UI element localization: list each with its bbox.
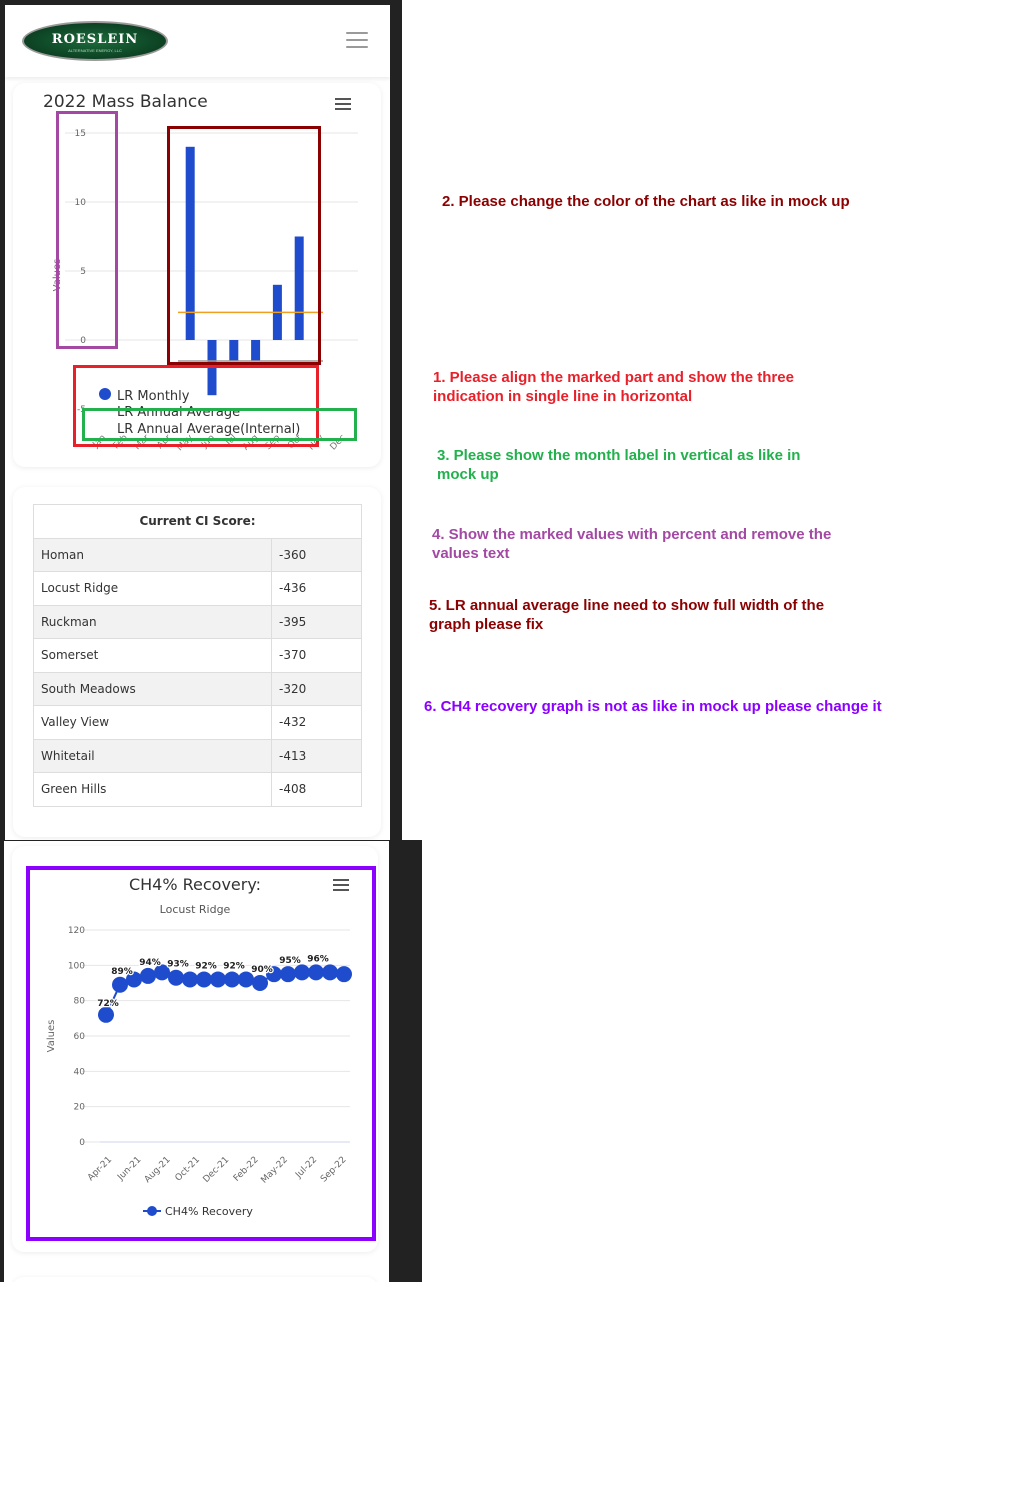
ci-table-row [34, 538, 362, 572]
ci-score-value: -432 [272, 706, 362, 740]
x-tick-label: Jun [200, 433, 218, 451]
ci-site-name: Valley View [34, 706, 272, 740]
y-tick-label: 40 [73, 1067, 85, 1078]
ch4-data-label: 96% [307, 954, 329, 965]
ci-score-value: -370 [272, 639, 362, 673]
ci-score-value: -408 [272, 773, 362, 807]
ci-site-name: Somerset [34, 639, 272, 673]
highlight-months-green [82, 408, 357, 441]
annotation-2: 2. Please change the color of the chart as like in mock up [442, 193, 850, 210]
legend-label-lr-annual-average-internal: LR Annual Average(Internal) [117, 422, 301, 437]
y-axis-label: Values [46, 1019, 57, 1053]
ci-site-name: Whitetail [34, 739, 272, 773]
ci-table-row [34, 572, 362, 606]
ci-score-value: -413 [272, 739, 362, 773]
ch4-data-label: 93% [167, 959, 189, 970]
annotation-1: 1. Please align the marked part and show the three indication in single line in horizontal [433, 369, 794, 405]
y-tick-label: 10 [74, 198, 86, 208]
ch4-data-label: 92% [195, 961, 217, 972]
y-tick-label: 15 [74, 129, 86, 139]
ch4-chart-subtitle: Locust Ridge [159, 903, 231, 916]
ci-site-name: Green Hills [34, 773, 272, 807]
x-tick-label: Jul-22 [294, 1155, 320, 1181]
ch4-data-label: 94% [139, 957, 161, 968]
ci-table-header: Current CI Score: [34, 505, 362, 539]
roeslein-logo[interactable] [22, 21, 168, 61]
y-tick-label: 80 [73, 996, 85, 1007]
annotation-3: 3. Please show the month label in vertical as like in mock up [437, 447, 801, 483]
y-axis-label: Values [52, 258, 63, 292]
y-tick-label: 5 [80, 267, 86, 277]
ci-table-row [34, 672, 362, 706]
x-tick-label: Dec-21 [201, 1155, 232, 1185]
highlight-yaxis-purple [56, 111, 118, 349]
next-card-partial [12, 1277, 378, 1282]
ci-score-card [13, 487, 381, 837]
x-tick-label: Dec [328, 433, 348, 453]
legend-label-ch4: CH4% Recovery [165, 1205, 253, 1218]
ch4-data-label: 72% [97, 998, 119, 1009]
x-tick-label: Apr [155, 433, 174, 452]
x-tick-label: Mar [132, 433, 152, 453]
legend-label-lr-monthly: LR Monthly [117, 389, 190, 404]
ci-site-name: Locust Ridge [34, 572, 272, 606]
ci-score-value: -360 [272, 538, 362, 572]
annotation-4: 4. Show the marked values with percent and remove the values text [432, 526, 832, 562]
y-tick-label: 120 [67, 926, 85, 936]
x-tick-label: May [175, 433, 196, 454]
y-tick-label: -5 [77, 405, 86, 415]
ci-score-table [33, 504, 362, 807]
ci-site-name: South Meadows [34, 672, 272, 706]
logo-subtext: ALTERNATIVE ENERGY, LLC [68, 48, 122, 53]
highlight-bars-darkred [167, 126, 321, 365]
highlight-ch4-purple [26, 866, 376, 1241]
ci-score-value: -395 [272, 605, 362, 639]
x-tick-label: Nov [306, 433, 327, 453]
ci-score-value: -436 [272, 572, 362, 606]
x-tick-label: Jul [224, 433, 239, 448]
ci-site-name: Ruckman [34, 605, 272, 639]
x-tick-label: Sep [263, 433, 283, 453]
x-tick-label: May-22 [259, 1155, 290, 1186]
x-tick-label: Aug [241, 433, 261, 453]
x-tick-label: Oct-21 [173, 1155, 203, 1184]
x-tick-label: Feb-22 [231, 1155, 261, 1184]
annotation-5: 5. LR annual average line need to show full width of the graph please fix [429, 597, 825, 633]
x-tick-label: Aug-21 [142, 1155, 173, 1185]
annotation-6: 6. CH4 recovery graph is not as like in mock up please change it [424, 698, 882, 715]
x-tick-label: Sep-22 [319, 1155, 349, 1185]
logo-text: ROESLEIN [51, 32, 139, 47]
x-tick-label: Jan [91, 433, 109, 450]
y-tick-label: 0 [80, 336, 86, 346]
ch4-chart-title: CH4% Recovery: [128, 875, 262, 894]
x-tick-label: Oct [286, 433, 305, 452]
y-tick-label: 0 [79, 1138, 85, 1148]
ci-table-row [34, 639, 362, 673]
hamburger-icon[interactable] [346, 32, 368, 50]
mass-balance-title: 2022 Mass Balance [43, 92, 208, 112]
ch4-data-label: 92% [223, 961, 245, 972]
legend-label-lr-annual-average: LR Annual Average [117, 405, 241, 420]
ch4-data-label: 89% [111, 966, 133, 977]
ch4-data-label: 90% [251, 965, 273, 975]
y-tick-label: 20 [73, 1102, 85, 1113]
ci-site-name: Homan [34, 538, 272, 572]
ci-table-row [34, 739, 362, 773]
x-tick-label: Jun-21 [116, 1155, 144, 1183]
x-tick-label: Apr-21 [86, 1155, 115, 1184]
ci-table-row [34, 605, 362, 639]
top-navbar [5, 5, 390, 77]
ci-table-row [34, 773, 362, 807]
ci-table-row [34, 706, 362, 740]
ci-score-value: -320 [272, 672, 362, 706]
x-tick-label: Feb [111, 433, 130, 452]
y-tick-label: 60 [73, 1032, 85, 1042]
y-tick-label: 100 [67, 961, 85, 972]
ch4-data-label: 95% [279, 956, 301, 967]
